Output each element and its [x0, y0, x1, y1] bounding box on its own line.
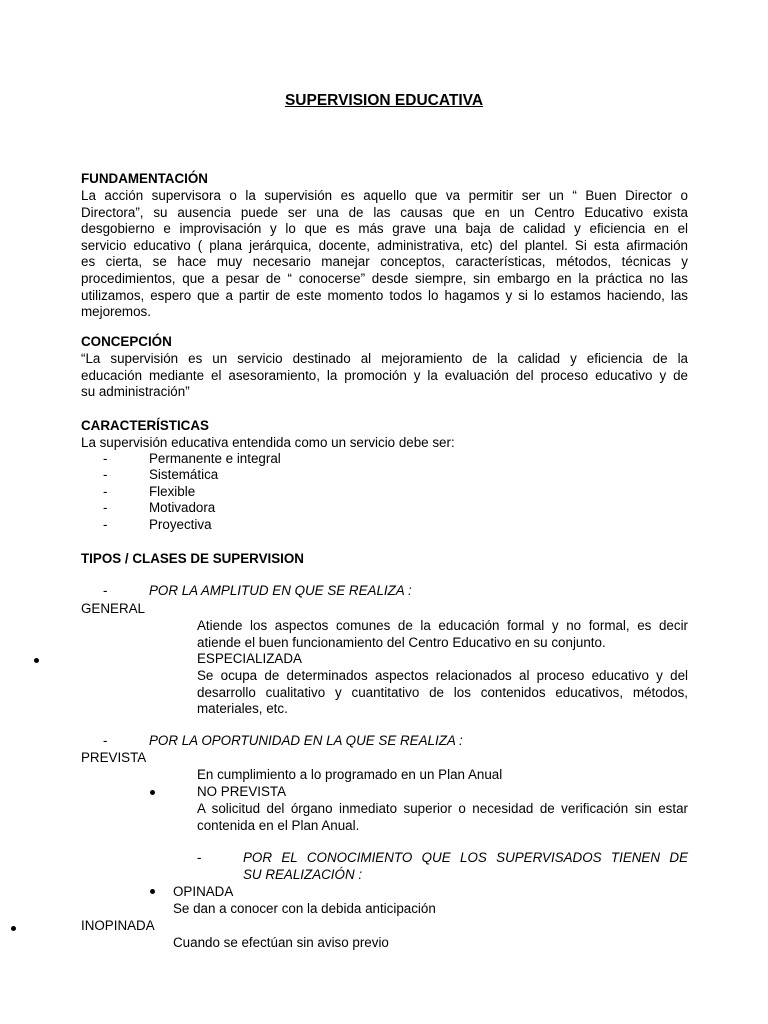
paragraph-line: SU REALIZACIÓN : [243, 866, 363, 882]
paragraph-line: procedimientos, que a pesar de “ conocerse” desde siempre, sin embargo en la práctica no las [81, 270, 688, 286]
subheading-conocimiento [243, 850, 688, 883]
label-opinada: OPINADA [173, 884, 234, 899]
prevista-description: En cumplimiento a lo programado en un Plan Anual [197, 767, 503, 782]
document-title: SUPERVISION EDUCATIVA [284, 92, 484, 109]
caracteristicas-intro: La supervisión educativa entendida como un servicio debe ser: [81, 435, 455, 450]
especializada-description [197, 668, 688, 718]
paragraph-line: atiende el buen funcionamiento del Centro Educativo en su conjunto. [197, 634, 606, 650]
dash-bullet: - [103, 733, 108, 748]
paragraph-line: educación mediante el asesoramiento, la promoción y la evaluación del proceso educativo y de [81, 367, 688, 383]
opinada-description: Se dan a conocer con la debida anticipación [173, 901, 436, 916]
label-general: GENERAL [81, 601, 145, 616]
bullet-icon [150, 790, 155, 795]
list-item: Proyectiva [149, 517, 212, 532]
paragraph-line: desgobierno e improvisación y lo que es más grave una baja de calidad y eficiencia en el [81, 221, 688, 237]
paragraph-line: La acción supervisora o la supervisión es aquello que va permitir ser un “ Buen Director o [81, 188, 688, 203]
label-no-prevista: NO PREVISTA [197, 784, 287, 799]
paragraph-line: contenida en el Plan Anual. [197, 817, 360, 833]
label-especializada: ESPECIALIZADA [197, 651, 302, 666]
dash-bullet: - [103, 517, 108, 532]
paragraph-line: Atiende los aspectos comunes de la educación formal y no formal, es decir [197, 618, 688, 633]
dash-bullet: - [103, 583, 108, 598]
paragraph-line: POR EL CONOCIMIENTO QUE LOS SUPERVISADOS TIENEN DE [243, 850, 688, 865]
label-inopinada: INOPINADA [81, 918, 155, 933]
dash-bullet: - [103, 500, 108, 515]
bullet-icon [150, 889, 155, 894]
concepcion-paragraph [81, 351, 688, 401]
paragraph-line: Se ocupa de determinados aspectos relacionados al proceso educativo y del [197, 668, 688, 683]
paragraph-line: materiales, etc. [197, 701, 288, 717]
section-heading-concepcion: CONCEPCIÓN [81, 334, 172, 349]
paragraph-line: Directora”, su ausencia puede ser una de las causas que en un Centro Educativo exista [81, 204, 688, 220]
dash-bullet: - [197, 850, 202, 865]
label-prevista: PREVISTA [81, 750, 147, 765]
paragraph-line: es cierta, se hace muy necesario manejar conceptos, características, métodos, técnicas y [81, 254, 688, 270]
dash-bullet: - [103, 467, 108, 482]
section-heading-fundamentacion: FUNDAMENTACIÓN [81, 171, 208, 186]
bullet-icon [11, 926, 16, 931]
paragraph-line: A solicitud del órgano inmediato superior o necesidad de verificación sin estar [197, 801, 688, 816]
list-item: Sistemática [149, 467, 219, 482]
paragraph-line: “La supervisión es un servicio destinado al mejoramiento de la calidad y eficiencia de la [81, 351, 688, 366]
general-description [197, 618, 688, 651]
paragraph-line: mejoremos. [81, 304, 151, 320]
fundamentacion-paragraph [81, 188, 688, 321]
section-heading-caracteristicas: CARACTERÍSTICAS [81, 418, 209, 433]
dash-bullet: - [103, 484, 108, 499]
paragraph-line: utilizamos, espero que a partir de este momento todos lo hagamos y si lo estamos haciendo, las [81, 287, 688, 303]
list-item: Permanente e integral [149, 451, 281, 466]
list-item: Motivadora [149, 500, 216, 515]
list-item: Flexible [149, 484, 196, 499]
paragraph-line: su administración” [81, 384, 190, 400]
paragraph-line: servicio educativo ( plana jerárquica, docente, administrativa, etc) del plantel. Si esta afirmación [81, 237, 688, 253]
paragraph-line: desarrollo cualitativo y cuantitativo de los contenidos educativos, métodos, [197, 684, 688, 700]
inopinada-description: Cuando se efectúan sin aviso previo [173, 935, 389, 950]
bullet-icon [34, 658, 39, 663]
subheading-oportunidad: POR LA OPORTUNIDAD EN LA QUE SE REALIZA : [149, 733, 463, 748]
section-heading-tipos: TIPOS / CLASES DE SUPERVISION [81, 551, 304, 566]
no-prevista-description [197, 801, 688, 834]
subheading-amplitud: POR LA AMPLITUD EN QUE SE REALIZA : [149, 583, 412, 598]
dash-bullet: - [103, 451, 108, 466]
